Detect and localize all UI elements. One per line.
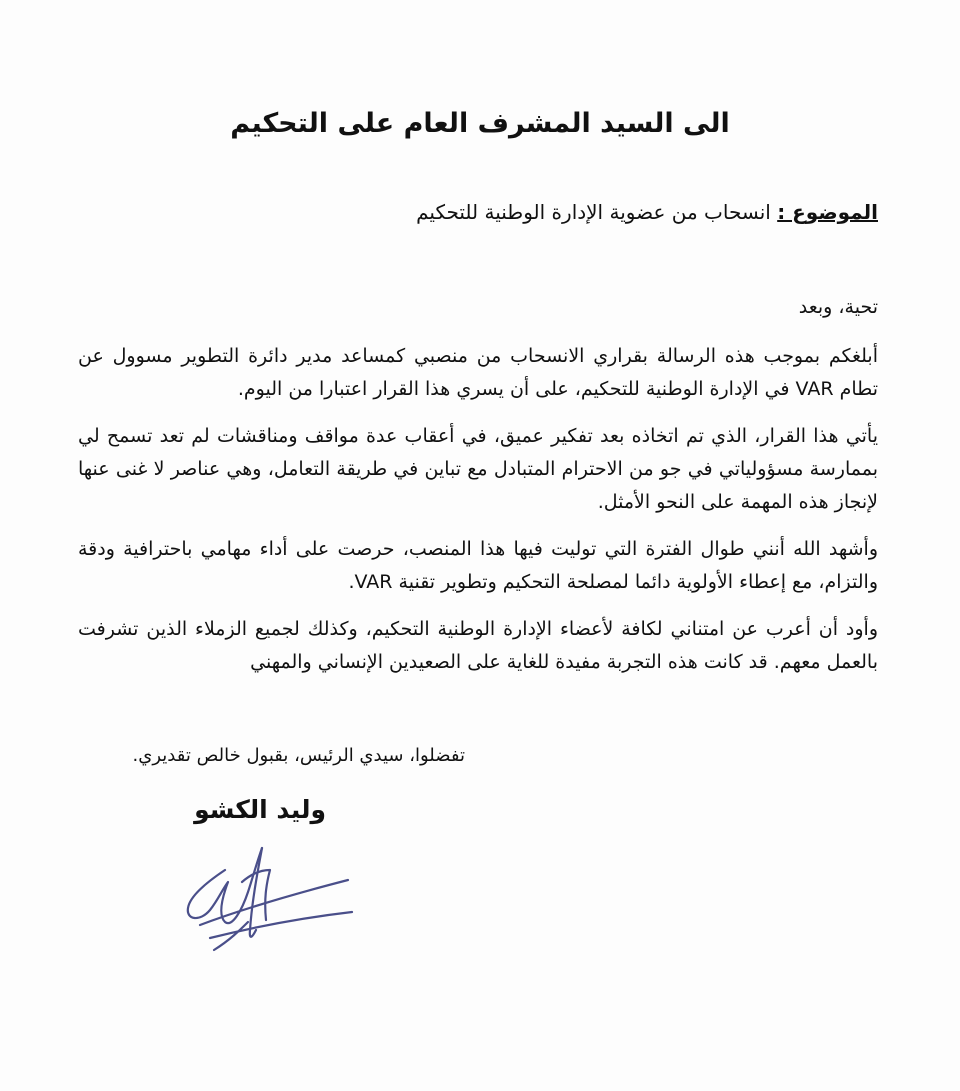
letter-recipient: الى السيد المشرف العام على التحكيم <box>230 108 730 139</box>
body-paragraph: وأود أن أعرب عن امتناني لكافة لأعضاء الإدارة الوطنية التحكيم، وكذلك لجميع الزملاء الذين تشرفت بالعمل معهم. قد كانت هذه التجربة مفيدة للغاية على الصعيدين الإنساني والمهني <box>78 618 878 673</box>
letter-body <box>78 340 878 693</box>
body-paragraph: وأشهد الله أنني طوال الفترة التي توليت فيها هذا المنصب، حرصت على أداء مهامي باحترافية ودقة والتزام، مع إعطاء الأولوية دائما لمصلحة التحكيم وتطوير تقنية VAR. <box>78 538 878 593</box>
letter-subject <box>416 200 878 224</box>
subject-label: الموضوع : <box>777 200 878 224</box>
signer-name: وليد الكشو <box>194 795 326 824</box>
subject-text: انسحاب من عضوية الإدارة الوطنية للتحكيم <box>416 200 771 224</box>
letter-greeting: تحية، وبعد <box>798 296 878 318</box>
handwritten-signature <box>170 830 360 960</box>
body-paragraph: يأتي هذا القرار، الذي تم اتخاذه بعد تفكير عميق، في أعقاب عدة مواقف ومناقشات لم تعد تسمح لي بممارسة مسؤولياتي في جو من الاحترام المتبادل مع تباين في طريقة التعامل، وهي عناصر لا غنى عنها لإنجاز هذه المهمة على النحو الأمثل. <box>78 425 878 513</box>
body-paragraph: أبلغكم بموجب هذه الرسالة بقراري الانسحاب من منصبي كمساعد مدير دائرة التطوير مسوول عن تطام VAR في الإدارة الوطنية للتحكيم، على أن يسري هذا القرار اعتبارا من اليوم. <box>78 345 878 400</box>
letter-closing: تفضلوا، سيدي الرئيس، بقبول خالص تقديري. <box>132 745 465 766</box>
